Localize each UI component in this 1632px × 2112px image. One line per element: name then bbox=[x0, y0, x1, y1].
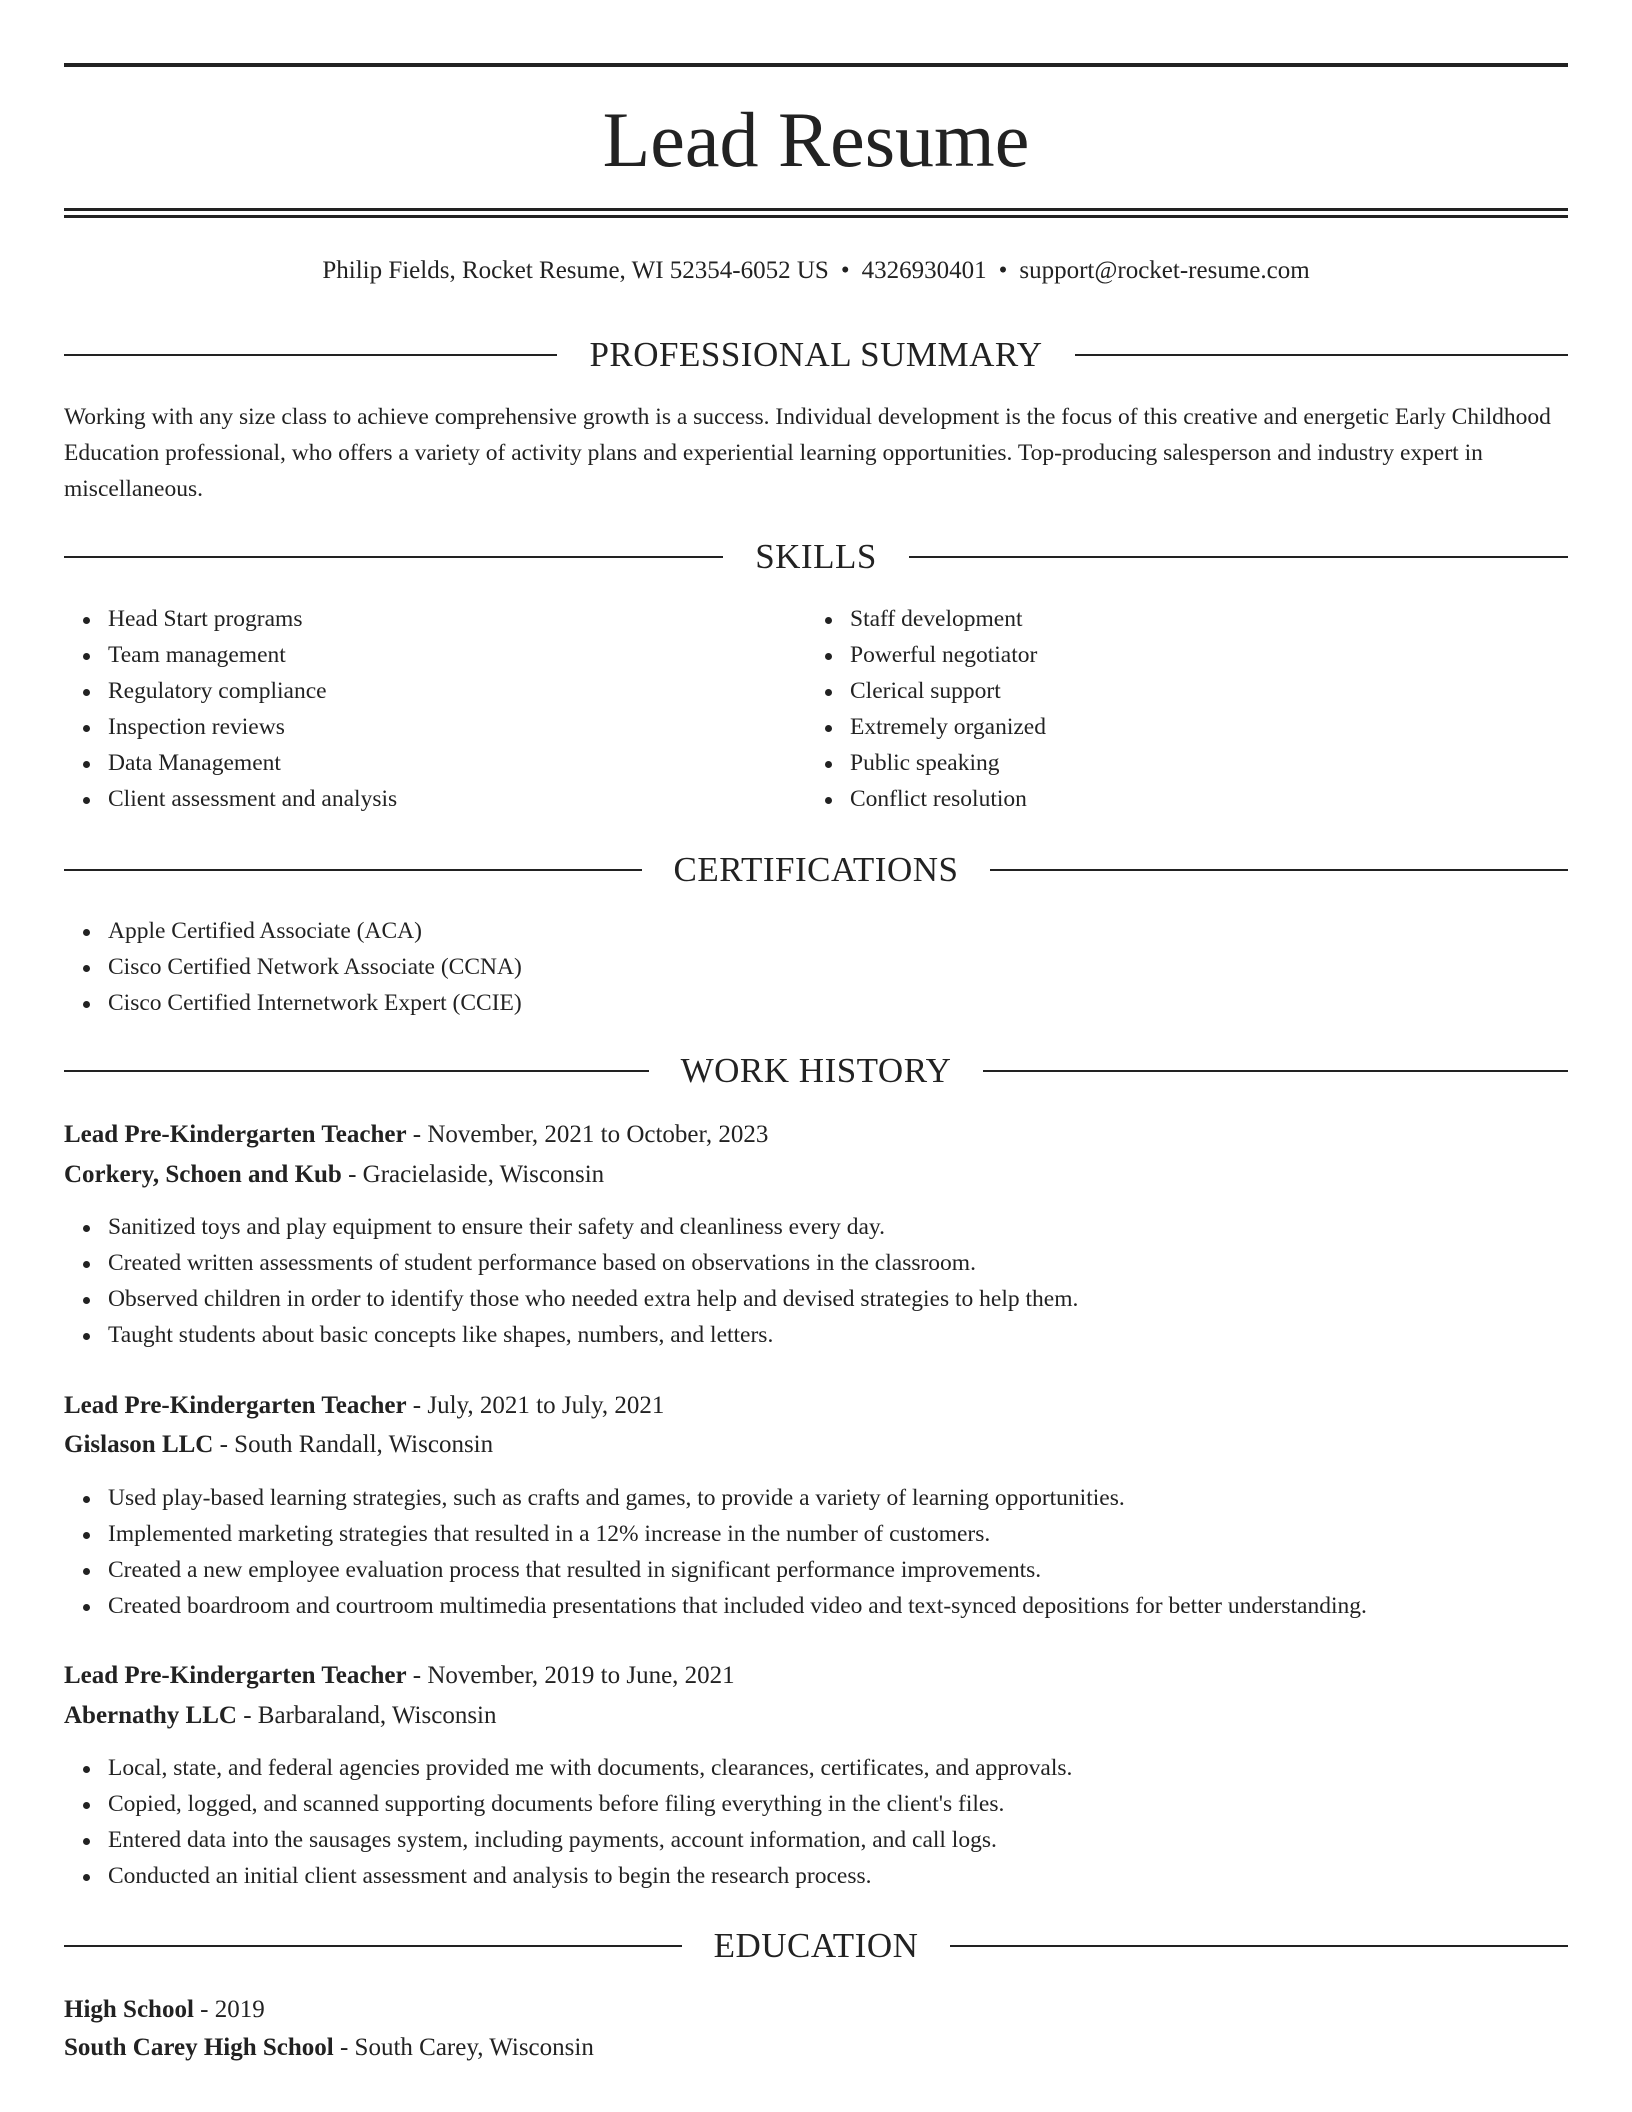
summary-text: Working with any size class to achieve comprehensive growth is a success. Individual development is the focus of this creative and energetic Early Childhood Education professional, who offers a variety of activity plans and experiential learning opportunities. Top-producing salesperson and industry expert in miscellaneous. bbox=[64, 404, 1551, 502]
heading-rule bbox=[950, 1945, 1568, 1947]
skill-item: Head Start programs bbox=[108, 601, 397, 637]
heading-rule bbox=[64, 354, 557, 356]
heading-rule bbox=[64, 1070, 649, 1072]
job-title: Lead Pre-Kindergarten Teacher bbox=[64, 1392, 407, 1419]
skill-item: Regulatory compliance bbox=[108, 673, 397, 709]
job-duty-item: Used play-based learning strategies, such as crafts and games, to provide a variety of learning opportunities. bbox=[108, 1480, 1367, 1516]
section-heading-label: PROFESSIONAL SUMMARY bbox=[589, 335, 1043, 374]
education-degree: High School bbox=[64, 1996, 194, 2023]
job-duty-item: Created boardroom and courtroom multimedia presentations that included video and text-synced depositions for better understanding. bbox=[108, 1588, 1367, 1624]
contact-phone: 4326930401 bbox=[861, 257, 987, 284]
certifications-list bbox=[64, 913, 522, 1021]
contact-address: Philip Fields, Rocket Resume, WI 52354-6052 US bbox=[322, 257, 829, 284]
job-duty-item: Sanitized toys and play equipment to ensure their safety and cleanliness every day. bbox=[108, 1209, 1078, 1245]
education-school-line bbox=[64, 2029, 1568, 2067]
section-heading-label: SKILLS bbox=[755, 537, 877, 576]
job-dates: - November, 2021 to October, 2023 bbox=[406, 1121, 769, 1148]
heading-rule bbox=[983, 1070, 1568, 1072]
heading-rule bbox=[990, 869, 1568, 871]
heading-rule bbox=[64, 869, 642, 871]
contact-separator: • bbox=[998, 257, 1008, 284]
heading-rule bbox=[1075, 354, 1568, 356]
education-school: South Carey High School bbox=[64, 2034, 334, 2061]
skill-item: Public speaking bbox=[850, 745, 1046, 781]
certification-item: Cisco Certified Network Associate (CCNA) bbox=[108, 949, 522, 985]
job-location: - South Randall, Wisconsin bbox=[213, 1431, 494, 1458]
title-double-rule-upper bbox=[64, 208, 1568, 211]
job-title-line bbox=[64, 1387, 1568, 1425]
job-duties-list bbox=[64, 1480, 1367, 1624]
job-location: - Barbaraland, Wisconsin bbox=[236, 1702, 497, 1729]
education-year: - 2019 bbox=[193, 1996, 265, 2023]
job-duty-item: Entered data into the sausages system, including payments, account information, and call logs. bbox=[108, 1822, 1072, 1858]
section-heading-work-history bbox=[64, 1049, 1568, 1093]
skill-item: Inspection reviews bbox=[108, 709, 397, 745]
heading-rule bbox=[64, 556, 723, 558]
section-heading-certifications bbox=[64, 848, 1568, 892]
skill-item: Extremely organized bbox=[850, 709, 1046, 745]
skill-item: Data Management bbox=[108, 745, 397, 781]
section-heading-skills bbox=[64, 535, 1568, 579]
job-title: Lead Pre-Kindergarten Teacher bbox=[64, 1121, 407, 1148]
job-company: Abernathy LLC bbox=[64, 1702, 237, 1729]
section-heading-label: WORK HISTORY bbox=[680, 1051, 952, 1090]
skills-list-right bbox=[806, 601, 1046, 817]
job-duties-list bbox=[64, 1209, 1078, 1353]
job-company-line bbox=[64, 1156, 1568, 1194]
job-company-line bbox=[64, 1426, 1568, 1464]
education-degree-line bbox=[64, 1991, 1568, 2029]
job-duty-item: Local, state, and federal agencies provided me with documents, clearances, certificates, and approvals. bbox=[108, 1750, 1072, 1786]
job-duty-item: Created a new employee evaluation process that resulted in significant performance improvements. bbox=[108, 1552, 1367, 1588]
job-dates: - July, 2021 to July, 2021 bbox=[406, 1392, 665, 1419]
job-duty-item: Taught students about basic concepts like shapes, numbers, and letters. bbox=[108, 1317, 1078, 1353]
job-duty-item: Implemented marketing strategies that resulted in a 12% increase in the number of customers. bbox=[108, 1516, 1367, 1552]
section-heading-education bbox=[64, 1924, 1568, 1968]
job-title-line bbox=[64, 1657, 1568, 1695]
contact-email: support@rocket-resume.com bbox=[1019, 257, 1310, 284]
education-location: - South Carey, Wisconsin bbox=[333, 2034, 594, 2061]
skill-item: Staff development bbox=[850, 601, 1046, 637]
section-heading-label: EDUCATION bbox=[713, 1926, 919, 1965]
contact-line bbox=[64, 254, 1568, 288]
skills-list-left bbox=[64, 601, 397, 817]
job-duty-item: Conducted an initial client assessment and analysis to begin the research process. bbox=[108, 1858, 1072, 1894]
section-heading-label: CERTIFICATIONS bbox=[673, 850, 959, 889]
job-location: - Gracielaside, Wisconsin bbox=[341, 1161, 605, 1188]
skill-item: Powerful negotiator bbox=[850, 637, 1046, 673]
skill-item: Conflict resolution bbox=[850, 781, 1046, 817]
certification-item: Apple Certified Associate (ACA) bbox=[108, 913, 522, 949]
heading-rule bbox=[909, 556, 1568, 558]
job-duty-item: Observed children in order to identify those who needed extra help and devised strategies to help them. bbox=[108, 1281, 1078, 1317]
section-heading-summary bbox=[64, 333, 1568, 377]
job-duties-list bbox=[64, 1750, 1072, 1894]
job-duty-item: Created written assessments of student performance based on observations in the classroom. bbox=[108, 1245, 1078, 1281]
job-dates: - November, 2019 to June, 2021 bbox=[406, 1662, 735, 1689]
job-title: Lead Pre-Kindergarten Teacher bbox=[64, 1662, 407, 1689]
resume-title: Lead Resume bbox=[602, 96, 1030, 183]
heading-rule bbox=[64, 1945, 682, 1947]
job-title-line bbox=[64, 1116, 1568, 1154]
job-company-line bbox=[64, 1697, 1568, 1735]
top-rule bbox=[64, 63, 1568, 67]
job-duty-item: Copied, logged, and scanned supporting documents before filing everything in the client's files. bbox=[108, 1786, 1072, 1822]
job-company: Corkery, Schoen and Kub bbox=[64, 1161, 342, 1188]
skill-item: Clerical support bbox=[850, 673, 1046, 709]
title-double-rule-lower bbox=[64, 215, 1568, 218]
skill-item: Client assessment and analysis bbox=[108, 781, 397, 817]
skill-item: Team management bbox=[108, 637, 397, 673]
contact-separator: • bbox=[840, 257, 850, 284]
certification-item: Cisco Certified Internetwork Expert (CCIE) bbox=[108, 985, 522, 1021]
job-company: Gislason LLC bbox=[64, 1431, 214, 1458]
